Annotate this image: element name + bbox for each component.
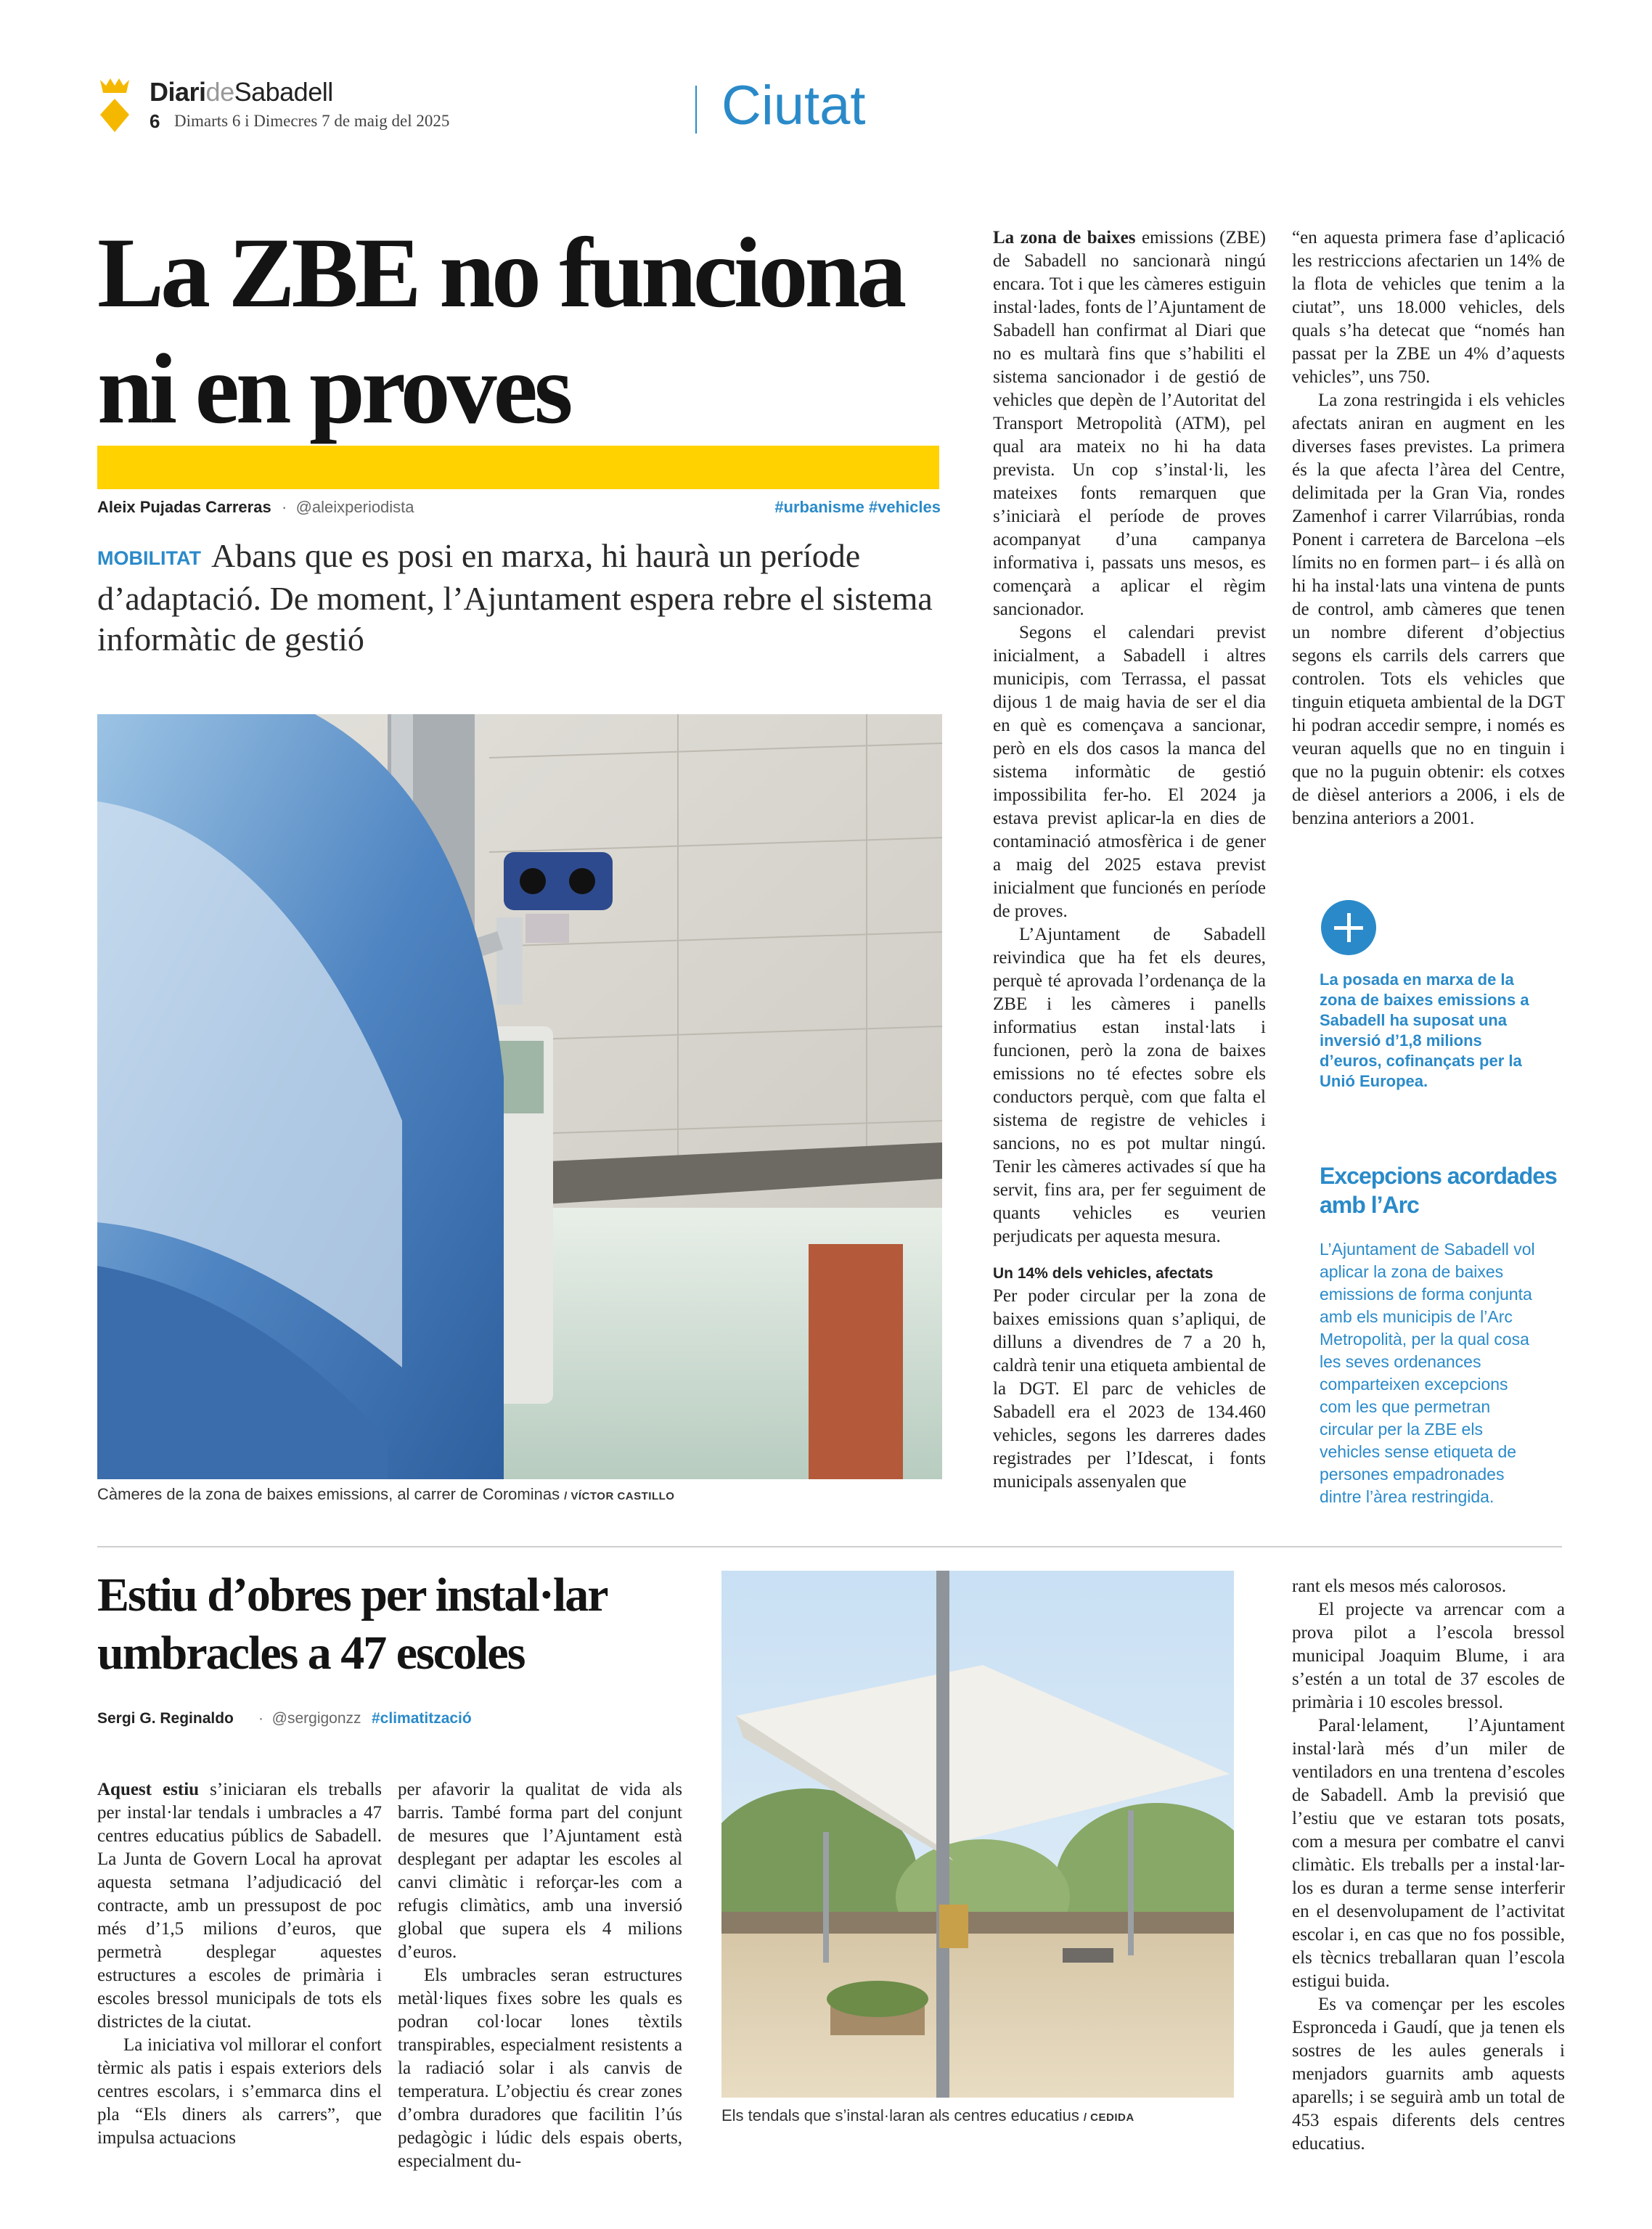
main-photo-caption: Càmeres de la zona de baixes emissions, al carrer de Corominas / VÍCTOR CASTILLO: [97, 1485, 675, 1503]
second-article-col2: per afavorir la qualitat de vida als barris. També forma part del conjunt de mesures que l’Ajuntament està desplegant per adaptar les escoles al canvi climàtic i reforçar-les com a refugis climàtics, amb una inversió global que supera els 4 milions d’euros. Els umbracles seran estructures metàl·liques fixes sobre les quals es podran col·locar lones tèxtils transpirables, especialment resistents a la radiació solar i als canvis de temperatura. L’objectiu és crear zones d’ombra duradores que facilitin l’ús pedagògic i lúdic dels espais oberts, especialment du-: [398, 1780, 682, 2171]
article-divider: [97, 1546, 1562, 1547]
kicker-label: MOBILITAT: [97, 547, 201, 569]
highlight-bar: [97, 446, 939, 489]
main-author-handle[interactable]: · @aleixperiodista: [282, 498, 414, 516]
second-tag[interactable]: #climatització: [372, 1710, 472, 1727]
section-title[interactable]: Ciutat: [721, 75, 866, 136]
main-tags[interactable]: #urbanisme #vehicles: [774, 498, 941, 516]
second-article-col3: rant els mesos més calorosos. El projecte va arrencar com a prova pilot a l’escola bressol municipal Joaquim Blume, i ara s’estén a un total de 37 escoles de primària i 10 escoles bressol. Paral·lelament, l’Ajuntament instal·larà més d’un miler de ventiladors en una trentena d’escoles de Sabadell. Amb la previsió que l’estiu que ve estaran tots posats, com a mesura per combatre el canvi climàtic. Els treballs per a instal·lar-los es duran a terme sense interferir en el desenvolupament de l’activitat escolar i, en cas que no fos possible, els tècnics treballaran quan l’escola estigui buida. Es va començar per les escoles Espronceda i Gaudí, que ja tenen els sostres de les aules generals i menjadors guarnits amb aquests aparells; i se seguirà amb un total de 453 espais diferents dels centres educatius.: [1292, 1576, 1565, 2154]
main-headline-line1: La ZBE no funciona: [97, 217, 904, 328]
main-article-col2: “en aquesta primera fase d’aplicació les restriccions afectarien un 14% de la flota de vehicles que tenim a la ciutat”, uns 18.000 vehicles, dels quals s’ha detecat que “només han passat per la ZBE un 4% d’aquests vehicles”, uns 750. La zona restringida i els vehicles afectats aniran en augment en les diverses fases previstes. La primera és la que afecta l’àrea del Centre, delimitada per la Gran Via, rondes Zamenhof i carrer Vilarrúbias, ronda Ponent i carretera de Barcelona –els límits no en formen part– i és allà on hi ha instal·lats una vintena de punts de control, amb càmeres que tenen un nombre diferent d’objectius segons els carrils dels carrers que controlen. Tots els vehicles que tinguin etiqueta ambiental de la DGT hi podran accedir sempre, i només es veuran aquells que no en tinguin i que no la puguin obtenir: els cotxes de dièsel anteriors a 2006, i els de benzina anteriors a 2001.: [1292, 228, 1565, 828]
section-divider: [695, 86, 697, 134]
masthead-brand[interactable]: DiarideSabadell: [150, 77, 333, 107]
main-author[interactable]: Aleix Pujadas Carreras: [97, 498, 271, 516]
sidebar-text: L’Ajuntament de Sabadell vol aplicar la zona de baixes emissions de forma conjunta amb els municipis de l’Arc Metropolità, per la qual cosa les seves ordenances comparteixen excepcions com les que permetran circular per la ZBE els vehicles sense etiqueta de persones empadronades dintre l’àrea restringida.: [1320, 1240, 1535, 1506]
school-awning-photo: [721, 1571, 1234, 2098]
main-article-col1: La zona de baixes emissions (ZBE) de Sabadell no sancionarà ningú encara. Tot i que les càmeres estiguin instal·lades, fonts de l’Ajuntament de Sabadell han confirmat al Diari que no es multarà fins que s’habiliti el sistema sancionador i de gestió de vehicles que depèn de l’Autoritat del Transport Metropolità (ATM), pel qual ara mateix no hi ha data prevista. Un cop s’instal·li, les mateixes fonts remarquen que s’iniciarà el període de proves acompanyat d’una campanya informativa i, passats uns mesos, es començarà a aplicar el règim sancionador. Segons el calendari previst inicialment, a Sabadell i altres municipis, com Terrassa, el passat dijous 1 de maig havia de ser el dia en què es començava a sancionar, però en els dos casos la manca del sistema informàtic de gestió impossibilita fer-ho. El 2024 ja estava previst aplicar-la en dies de contaminació atmosfèrica i de gener a maig del 2025 estava previst inicialment que funcionés en període de proves. L’Ajuntament de Sabadell reivindica que ha fet els deures, perquè té aprovada l’ordenança de la ZBE i les càmeres i panells informatius estan instal·lats i funcionen, però la zona de baixes emissions no té efectes sobre els conductors perquè, com que falta el sistema de registre de vehicles i sancions, no es pot multar ningú. Tenir les càmeres activades sí que ha servit, fins ara, per fer seguiment de quants vehicles es veurien perjudicats per aquesta mesura. Un 14% dels vehicles, afectats Per poder circular per la zona de baixes emissions quan s’apliqui, de dilluns a divendres de 7 a 20 h, caldrà tenir una etiqueta ambiental de la DGT. El parc de vehicles de Sabadell era el 2023 de 134.460 vehicles, segons les darreres dades registrades per l’Idescat, i fonts municipals assenyalen que: [993, 228, 1266, 1492]
main-headline-line2: ni en proves: [97, 333, 570, 444]
second-col1-lead: Aquest estiu: [97, 1780, 200, 1799]
page-number: 6: [150, 110, 160, 132]
col1-subtitle: Un 14% dels vehicles, afectats: [993, 1265, 1214, 1282]
sabadell-logo-icon: [97, 77, 132, 135]
main-subhead: MOBILITAT Abans que es posi en marxa, hi haurà un període d’adaptació. De moment, l’Ajuntament espera rebre el sistema informàtic de gestió: [97, 537, 933, 658]
sidebar-title: Excepcions acordades amb l’Arc: [1320, 1163, 1557, 1218]
second-headline-line2: umbracles a 47 escoles: [97, 1627, 525, 1680]
issue-date: Dimarts 6 i Dimecres 7 de maig del 2025: [174, 112, 450, 130]
zbe-camera-photo: [97, 714, 942, 1479]
second-photo-credit: / CEDIDA: [1083, 2111, 1134, 2124]
second-author[interactable]: Sergi G. Reginaldo: [97, 1710, 234, 1727]
fact-box: La posada en marxa de la zona de baixes emissions a Sabadell ha suposat una inversió d’1,8 milions d’euros, cofinançats per la Unió Europea.: [1320, 970, 1529, 1090]
plus-icon: [1321, 900, 1376, 955]
col1-lead: La zona de baixes: [993, 228, 1136, 248]
second-article-col1: Aquest estiu s’iniciaran els treballs per instal·lar tendals i umbracles a 47 centres educatius públics de Sabadell. La Junta de Govern Local ha aprovat aquesta setmana l’adjudicació del contracte, amb un pressupost de poc més d’1,5 milions d’euros, que permetrà desplegar aquestes estructures a escoles de primària i escoles bressol municipals de tots els districtes de la ciutat. La iniciativa vol millorar el confort tèrmic als patis i espais exteriors dels centres escolars, i s’emmarca dins el pla “Els diners als carrers”, que impulsa actuacions: [97, 1780, 382, 2148]
second-author-handle[interactable]: · @sergigonzz: [258, 1710, 361, 1727]
second-photo-caption: Els tendals que s’instal·laran als centres educatius / CEDIDA: [721, 2106, 1134, 2124]
main-photo-credit: / VÍCTOR CASTILLO: [564, 1490, 675, 1502]
second-headline-line1: Estiu d’obres per instal·lar: [97, 1569, 608, 1621]
main-headline: [97, 215, 954, 447]
second-headline: [97, 1566, 700, 1682]
